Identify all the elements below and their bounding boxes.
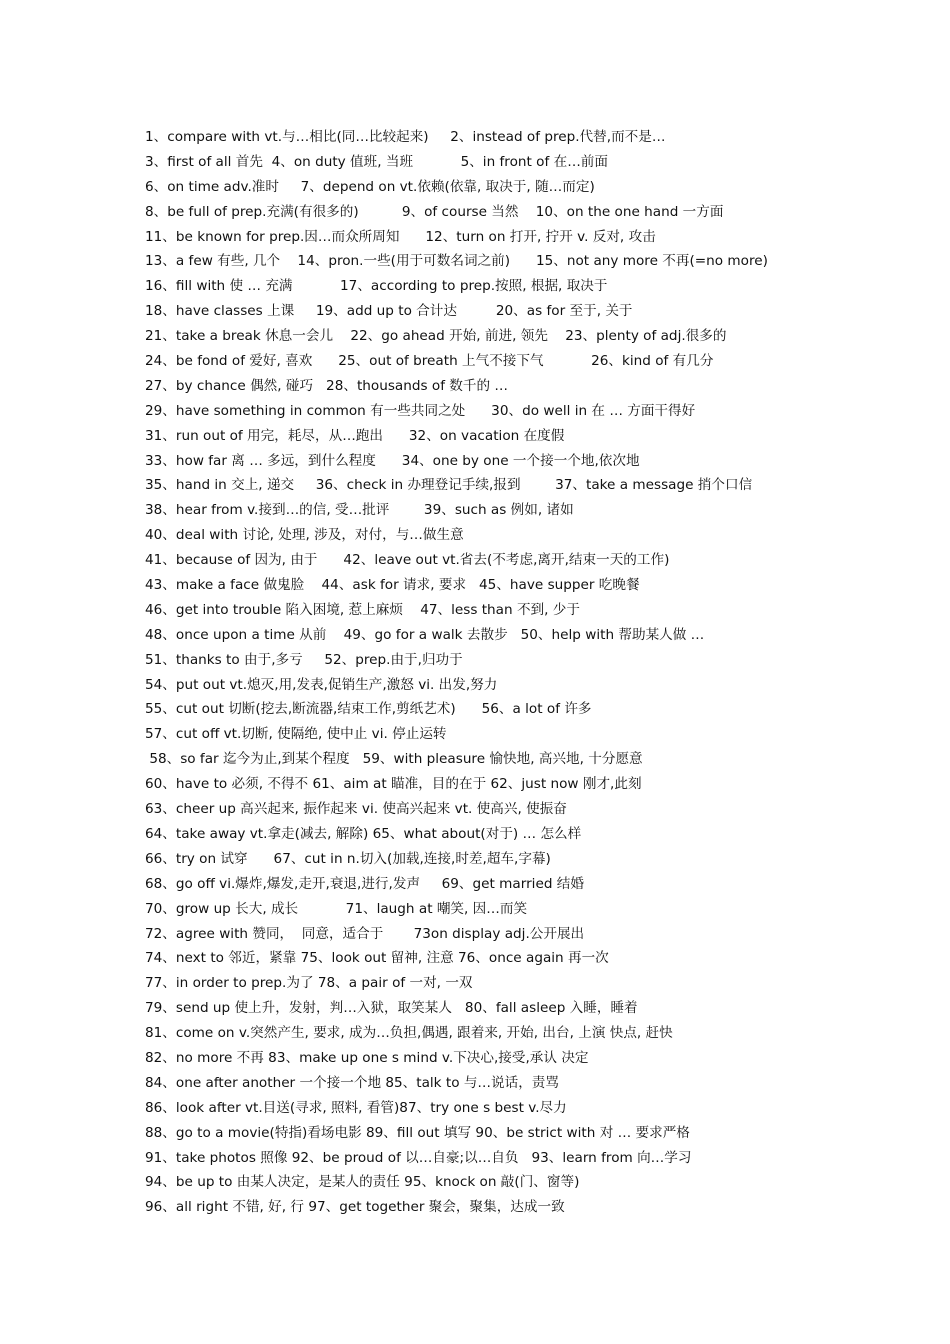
phrase-line: 18、have classes 上课 19、add up to 合计达 20、as for 至于, 关于: [145, 303, 633, 320]
phrase-line: 94、be up to 由某人决定，是某人的责任 95、knock on 敲(门、窗等): [145, 1174, 580, 1191]
phrase-line: 40、deal with 讨论, 处理, 涉及，对付，与…做生意: [145, 527, 464, 544]
phrase-line: 27、by chance 偶然, 碰巧 28、thousands of 数千的 …: [145, 377, 509, 394]
phrase-line: 43、make a face 做鬼脸 44、ask for 请求, 要求 45、have supper 吃晚餐: [145, 577, 640, 594]
phrase-line: 31、run out of 用完，耗尽，从…跑出 32、on vacation 在度假: [145, 427, 565, 444]
phrase-line: 60、have to 必须, 不得不 61、aim at 瞄准，目的在于 62、just now 刚才,此刻: [145, 776, 642, 793]
phrase-line: 55、cut out 切断(挖去,断流器,结束工作,剪纸艺术) 56、a lot of 许多: [145, 701, 592, 718]
phrase-line: 3、first of all 首先 4、on duty 值班, 当班 5、in front of 在…前面: [145, 153, 608, 170]
phrase-line: 51、thanks to 由于,多亏 52、prep.由于,归功于: [145, 651, 463, 668]
phrase-line: 88、go to a movie(特指)看场电影 89、fill out 填写 90、be strict with 对 … 要求严格: [145, 1124, 690, 1141]
phrase-line: 11、be known for prep.因…而众所周知 12、turn on 打开, 拧开 v. 反对, 攻击: [145, 228, 656, 245]
phrase-line: 33、how far 离 … 多远，到什么程度 34、one by one 一个接一个地,依次地: [145, 452, 640, 469]
phrase-line: 48、once upon a time 从前 49、go for a walk 去散步 50、help with 帮助某人做 …: [145, 626, 705, 643]
phrase-line: 21、take a break 休息一会儿 22、go ahead 开始, 前进, 领先 23、plenty of adj.很多的: [145, 328, 727, 345]
phrase-line: 72、agree with 赞同， 同意，适合于 73on display adj.公开展出: [145, 925, 585, 942]
phrase-line: 64、take away vt.拿走(减去, 解除) 65、what about(对于) … 怎么样: [145, 825, 582, 842]
phrase-line: 13、a few 有些, 几个 14、pron.一些(用于可数名词之前) 15、not any more 不再(=no more): [145, 253, 768, 270]
phrase-line: 24、be fond of 爱好, 喜欢 25、out of breath 上气不接下气 26、kind of 有几分: [145, 353, 714, 370]
phrase-line: 58、so far 迄今为止,到某个程度 59、with pleasure 愉快地, 高兴地, 十分愿意: [145, 751, 643, 768]
phrase-line: 84、one after another 一个接一个地 85、talk to 与…说话，责骂: [145, 1074, 559, 1091]
phrase-line: 63、cheer up 高兴起来, 振作起来 vi. 使高兴起来 vt. 使高兴, 使振奋: [145, 801, 567, 818]
phrase-list: [145, 125, 925, 1220]
phrase-line: 74、next to 邻近，紧靠 75、look out 留神, 注意 76、once again 再一次: [145, 950, 609, 967]
phrase-line: 29、have something in common 有一些共同之处 30、do well in 在 … 方面干得好: [145, 402, 696, 419]
phrase-line: 70、grow up 长大, 成长 71、laugh at 嘲笑, 因…而笑: [145, 900, 528, 917]
phrase-line: 38、hear from v.接到…的信, 受…批评 39、such as 例如, 诸如: [145, 502, 574, 519]
phrase-line: 86、look after vt.目送(寻求, 照料, 看管)87、try one s best v.尽力: [145, 1099, 567, 1116]
phrase-line: 91、take photos 照像 92、be proud of 以…自豪;以…自负 93、learn from 向…学习: [145, 1149, 692, 1166]
phrase-line: 77、in order to prep.为了 78、a pair of 一对, 一双: [145, 975, 473, 992]
phrase-line: 68、go off vi.爆炸,爆发,走开,衰退,进行,发声 69、get married 结婚: [145, 875, 584, 892]
phrase-line: 57、cut off vt.切断, 使隔绝, 使中止 vi. 停止运转: [145, 726, 447, 743]
phrase-line: 16、fill with 使 … 充满 17、according to prep.按照, 根据, 取决于: [145, 278, 608, 295]
phrase-line: 66、try on 试穿 67、cut in n.切入(加载,连接,时差,超车,字幕): [145, 850, 551, 867]
phrase-line: 41、because of 因为, 由于 42、leave out vt.省去(不考虑,离开,结束一天的工作): [145, 552, 670, 569]
phrase-line: 6、on time adv.准时 7、depend on vt.依赖(依靠, 取决于, 随…而定): [145, 178, 595, 195]
phrase-line: 54、put out vt.熄灭,用,发表,促销生产,激怒 vi. 出发,努力: [145, 676, 498, 693]
phrase-line: 35、hand in 交上, 递交 36、check in 办理登记手续,报到 37、take a message 捎个口信: [145, 477, 753, 494]
phrase-line: 46、get into trouble 陷入困境, 惹上麻烦 47、less than 不到, 少于: [145, 601, 580, 618]
phrase-line: 79、send up 使上升，发射，判…入狱，取笑某人 80、fall asleep 入睡，睡着: [145, 1000, 638, 1017]
phrase-line: 81、come on v.突然产生, 要求, 成为…负担,偶遇, 跟着来, 开始, 出台, 上演 快点, 赶快: [145, 1025, 673, 1042]
phrase-line: 8、be full of prep.充满(有很多的) 9、of course 当然 10、on the one hand 一方面: [145, 203, 724, 220]
phrase-line: 1、compare with vt.与…相比(同…比较起来) 2、instead of prep.代替,而不是…: [145, 129, 666, 145]
phrase-line: 82、no more 不再 83、make up one s mind v.下决心,接受,承认 决定: [145, 1049, 589, 1066]
phrase-line: 96、all right 不错, 好, 行 97、get together 聚会，聚集，达成一致: [145, 1199, 565, 1216]
